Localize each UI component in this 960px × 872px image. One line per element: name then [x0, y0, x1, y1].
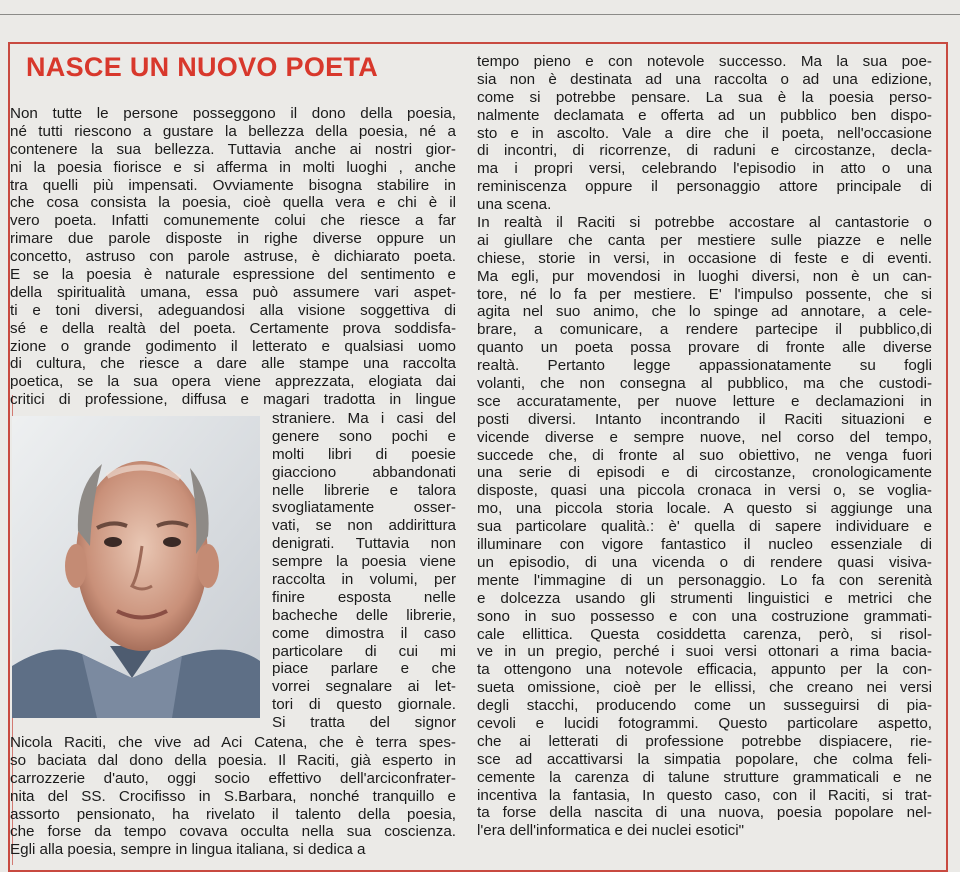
- text-line: di incontri, di ricorrenze, di raduni e circostanze, decla-: [477, 142, 932, 160]
- text-line: sia non è destinata ad una raccolta o ad una edizione,: [477, 70, 932, 88]
- article-headline: NASCE UN NUOVO POETA: [26, 52, 379, 82]
- text-line: tori di questo giornale.: [272, 696, 456, 714]
- text-line: svogliatamente osser-: [272, 499, 456, 517]
- text-line: sce accuratamente, per nuove letture e declamazioni in: [477, 392, 932, 410]
- text-line: denigrati. Tuttavia non: [272, 535, 456, 553]
- text-line: una scena.: [477, 196, 552, 214]
- text-line: tempo pieno e con notevole successo. Ma la sua poe-: [477, 53, 932, 70]
- text-line: reminiscenza oppure il personaggio attore principale di: [477, 178, 932, 196]
- text-line: mente l'immagine di un personaggio. Lo fa con serenità: [477, 571, 932, 589]
- text-line: E se la poesia è naturale espressione del sentimento e: [10, 266, 456, 284]
- text-line: vero poeta. Infatti comunemente colui che riesce a far: [10, 212, 456, 230]
- text-line: incentiva la fantasia, In questo caso, con il Raciti, si trat-: [477, 786, 932, 804]
- text-line: sono in suo possesso e con una costruzione grammati-: [477, 607, 932, 625]
- text-line: Nicola Raciti, che vive ad Aci Catena, che è terra spes-: [10, 734, 456, 751]
- left-column-bottom: [10, 734, 456, 859]
- text-line: che forse da tempo covava occulta nella sua coscienza.: [10, 823, 456, 841]
- text-line: contenere la sua bellezza. Tuttavia anche ai nostri gior-: [10, 140, 456, 158]
- text-line: come dimostra il caso: [272, 624, 456, 642]
- left-column-top: [10, 105, 456, 409]
- text-line: agita nel suo animo, che lo spinge ad annotare, a cele-: [477, 303, 932, 321]
- text-line: ma i propri versi, celebrando l'episodio in atto o una: [477, 160, 932, 178]
- text-line: particolare di cui mi: [272, 642, 456, 660]
- text-line: posti diversi. Intanto incontrando il Raciti situazioni e: [477, 410, 932, 428]
- text-line: realtà. Pertanto legge appassionatamente su fogli: [477, 357, 932, 375]
- text-line: un episodio, di una vicenda o di rendere quasi visiva-: [477, 553, 932, 571]
- text-line: assorto pensionato, ha rivelato il talento della poesia,: [10, 805, 456, 823]
- text-line: finire esposta nelle: [272, 588, 456, 606]
- text-line: sua particolare qualità.: è' quella di sapere individuare e: [477, 518, 932, 536]
- text-line: piace parlare e che: [272, 660, 456, 678]
- text-line: vicende diverse e sempre nuove, nel corso del tempo,: [477, 428, 932, 446]
- text-line: volanti, che non consegna al pubblico, ma che custodi-: [477, 375, 932, 393]
- text-line: degli stacchi, producendo come un susseguirsi di pia-: [477, 697, 932, 715]
- right-column: [477, 53, 932, 840]
- text-line: straniere. Ma i casi del: [272, 410, 456, 427]
- text-line: rimare due parole disposte in righe diverse oppure un: [10, 230, 456, 248]
- text-line: ta forse della nascita di una nuova, poesia popolare nel-: [477, 804, 932, 822]
- text-line: sé e della realtà del poeta. Certamente prova soddisfa-: [10, 319, 456, 337]
- text-line: una serie di episodi e di circostanze, cronologicamente: [477, 464, 932, 482]
- text-line: che cosa consista la poesia, cioè quella vera e chi è il: [10, 194, 456, 212]
- text-line: bacheche delle librerie,: [272, 606, 456, 624]
- text-line: In realtà il Raciti si potrebbe accostare al cantastorie o: [477, 214, 932, 232]
- text-line: ta ottengono una notevole efficacia, appunto per la con-: [477, 661, 932, 679]
- text-line: cale ellittica. Questa cosiddetta carenza, però, si risol-: [477, 625, 932, 643]
- text-line: cemente la carenza di talune strutture grammaticali e ne: [477, 768, 932, 786]
- text-line: Non tutte le persone posseggono il dono della poesia,: [10, 105, 456, 122]
- text-line: so baciata dal dono della poesia. Il Raciti, già esperto in: [10, 751, 456, 769]
- text-line: vorrei segnalare ai let-: [272, 678, 456, 696]
- text-line: della spiritualità umana, essa può assumere vari aspet-: [10, 283, 456, 301]
- text-line: ti e toni diversi, adeguandosi alla visione soggettiva di: [10, 301, 456, 319]
- text-line: l'era dell'informatica e dei nuclei esotici": [477, 822, 744, 840]
- text-line: disposte, quasi una piccola cronaca in versi o, se voglia-: [477, 482, 932, 500]
- text-line: nalmente declamata e offerta ad un pubblico ben dispo-: [477, 106, 932, 124]
- left-column-wrap: [10, 410, 456, 732]
- text-line: genere sono pochi e: [272, 427, 456, 445]
- text-line: Egli alla poesia, sempre in lingua italiana, si dedica a: [10, 841, 366, 859]
- text-line: succede che, di fronte al suo obiettivo, ne venga fuori: [477, 446, 932, 464]
- text-line: molti libri di poesie: [272, 445, 456, 463]
- text-line: sce ad accattivarsi la simpatia popolare, che colma feli-: [477, 750, 932, 768]
- text-line: zione o grande godimento il letterato e qualsiasi uomo: [10, 337, 456, 355]
- text-line: vati, se non addirittura: [272, 517, 456, 535]
- text-line: poetica, se la sua opera viene apprezzata, elogiata dai: [10, 373, 456, 391]
- text-line: nita del SS. Crocifisso in S.Barbara, nonché tranquillo e: [10, 787, 456, 805]
- text-line: critici di professione, diffusa e magari tradotta in lingue: [10, 391, 456, 409]
- text-line: ai giullare che canta per mestiere sulle piazze e nelle: [477, 231, 932, 249]
- text-line: brare, a comunicare, a rendere partecipe il pubblico,di: [477, 321, 932, 339]
- text-line: di cultura, che riesce a dare alle stampe una raccolta: [10, 355, 456, 373]
- text-line: concetto, astruso con parole astruse, è dichiarato poeta.: [10, 248, 456, 266]
- page-top-rule: [0, 14, 960, 15]
- text-line: tra quelli più impensati. Ovviamente bisogna stabilire in: [10, 176, 456, 194]
- text-line: nelle librerie e talora: [272, 481, 456, 499]
- text-line: sempre la poesia viene: [272, 553, 456, 571]
- text-line: come si potrebbe pensare. La sua è la poesia perso-: [477, 88, 932, 106]
- text-line: né tutti riescono a gustare la bellezza della poesia, né a: [10, 122, 456, 140]
- text-line: quanto un poeta possa provare di fronte alle diverse: [477, 339, 932, 357]
- text-line: raccolta in volumi, per: [272, 571, 456, 589]
- text-line: chiese, storie in versi, in occasione di feste e di eventi.: [477, 249, 932, 267]
- text-line: ni la poesia fiorisce e si afferma in molti luoghi , anche: [10, 158, 456, 176]
- text-line: Ma egli, pur movendosi in luoghi diversi, non è un can-: [477, 267, 932, 285]
- text-line: che ai letterati di professione potrebbe dispiacere, rie-: [477, 732, 932, 750]
- text-line: illuminare con vigore fantastico il nucleo essenziale di: [477, 536, 932, 554]
- text-line: mo, una piccola storia locale. A questo si aggiunge una: [477, 500, 932, 518]
- text-line: ve in un pregio, perché i suoi versi ottonari a rima bacia-: [477, 643, 932, 661]
- text-line: e dolcezza usando gli strumenti linguistici e metrici che: [477, 589, 932, 607]
- text-line: cevoli e lucidi fotogrammi. Questo particolare aspetto,: [477, 714, 932, 732]
- text-line: sueta omissione, cioè per le ellissi, che creano nei versi: [477, 679, 932, 697]
- text-line: Si tratta del signor: [272, 714, 456, 732]
- text-line: sto e in ascolto. Vale a dire che il poeta, nell'occasione: [477, 124, 932, 142]
- text-line: tore, né lo fa per mestiere. E' l'impulso possente, che si: [477, 285, 932, 303]
- text-line: giacciono abbandonati: [272, 463, 456, 481]
- text-line: carrozzerie d'auto, oggi socio effettivo dell'arciconfrater-: [10, 769, 456, 787]
